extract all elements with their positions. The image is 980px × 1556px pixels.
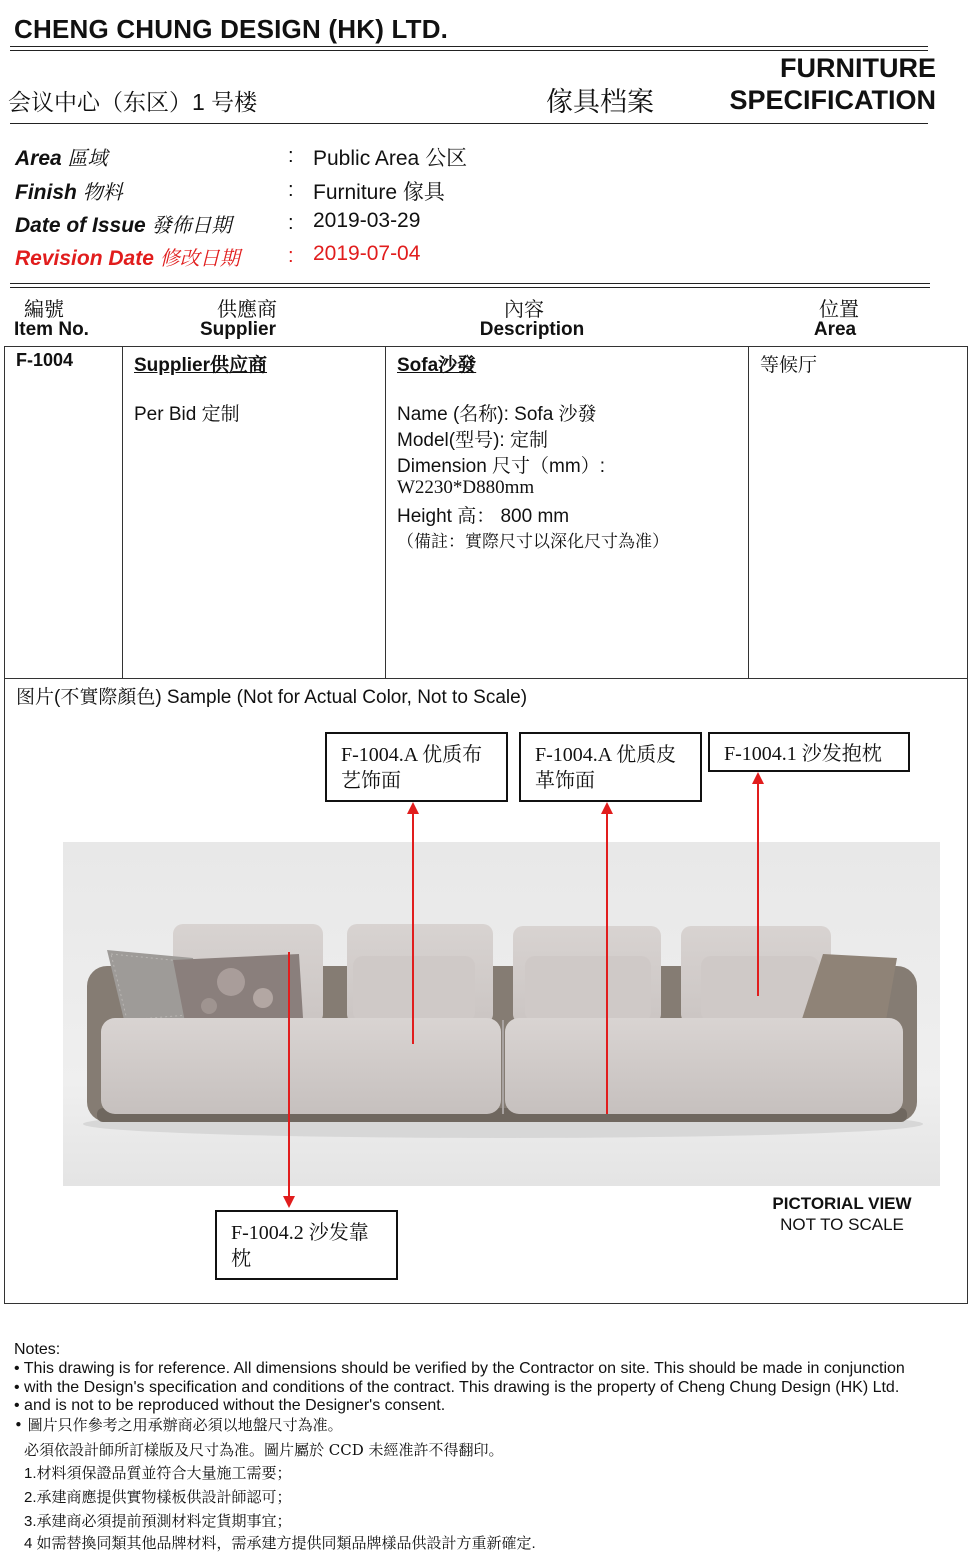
company-name: CHENG CHUNG DESIGN (HK) LTD. — [14, 14, 449, 44]
callout-line: F-1004.2 沙发靠 — [231, 1222, 369, 1244]
note-bullet: • 圖片只作參考之用承辦商必須以地盤尺寸為准。 — [14, 1416, 343, 1434]
description-heading: Sofa沙發 — [397, 355, 477, 376]
col-divider — [385, 346, 386, 678]
meta-colon: : — [288, 179, 294, 201]
description-remark: （備註：實際尺寸以深化尺寸為准） — [397, 532, 669, 551]
description-dimension-value: W2230*D880mm — [397, 477, 535, 498]
callout-line: F-1004.A 优质布 — [341, 744, 483, 766]
col-description-en: Description — [479, 319, 585, 340]
col-area-en: Area — [813, 319, 857, 340]
meta-area-value: Public Area 公区 — [313, 147, 468, 170]
col-supplier-cn: 供應商 — [217, 299, 277, 321]
supplier-value: Per Bid 定制 — [134, 404, 240, 425]
row-divider — [4, 678, 968, 679]
note-bullet: • and is not to be reproduced without the Designer's consent. — [14, 1397, 446, 1414]
pictorial-view-label: PICTORIAL VIEW — [772, 1194, 912, 1213]
meta-issue-label: Date of Issue 發佈日期 — [15, 213, 232, 237]
col-divider — [748, 346, 749, 678]
callout-line: 枕 — [231, 1248, 251, 1270]
callout-fabric-finish — [325, 732, 508, 802]
meta-issue-value: 2019-03-29 — [313, 209, 421, 232]
meta-colon: : — [288, 145, 294, 167]
not-to-scale-label: NOT TO SCALE — [780, 1215, 904, 1234]
spec-title — [729, 52, 936, 116]
col-divider — [122, 346, 123, 678]
note-bullet: • with the Design's specification and conditions of the contract. This drawing is the property of Cheng Chung Design (HK) Ltd. — [14, 1379, 900, 1396]
note-bullet: • This drawing is for reference. All dimensions should be verified by the Contractor on site. This should be made in conjunction — [14, 1360, 905, 1377]
meta-area-label: Area 區域 — [15, 146, 108, 170]
supplier-heading: Supplier供应商 — [134, 355, 268, 376]
col-description-cn: 內容 — [504, 299, 544, 321]
col-supplier-en: Supplier — [199, 319, 276, 340]
note-line: 4 如需替換同類其他品牌材料，需承建方提供同類品牌樣品供設計方重新確定. — [24, 1535, 536, 1552]
description-dimension: Dimension 尺寸（mm）: — [397, 456, 605, 477]
callout-line: 艺饰面 — [341, 770, 401, 792]
callout-leather-finish — [519, 732, 702, 802]
description-name: Name (名称): Sofa 沙發 — [397, 404, 597, 425]
meta-revision-label: Revision Date 修改日期 — [15, 246, 240, 270]
callout-line: 革饰面 — [535, 770, 595, 792]
spec-title-line2: SPECIFICATION — [729, 85, 936, 115]
col-item-en: Item No. — [14, 319, 89, 340]
description-height: Height 高： 800 mm — [397, 506, 570, 527]
callout-back-cushion — [215, 1210, 398, 1280]
callout-line: F-1004.A 优质皮 — [535, 744, 677, 766]
meta-revision-value: 2019-07-04 — [313, 242, 421, 265]
description-model: Model(型号): 定制 — [397, 430, 548, 451]
note-line: 2.承建商應提供實物樣板供設計師認可； — [24, 1489, 292, 1506]
header-double-rule — [10, 46, 928, 51]
callout-line: F-1004.1 沙发抱枕 — [724, 743, 882, 765]
meta-finish-value: Furniture 傢具 — [313, 181, 445, 204]
col-area-cn: 位置 — [819, 299, 859, 321]
meta-double-rule — [10, 283, 930, 288]
sofa-image — [63, 842, 940, 1186]
note-line: 1.材料須保證品質並符合大量施工需要； — [24, 1465, 292, 1482]
item-number: F-1004 — [16, 350, 74, 370]
archive-title: 傢具档案 — [546, 87, 654, 117]
note-line: 3.承建商必須提前預測材料定貨期事宜； — [24, 1513, 292, 1530]
image-caption: 图片(不實際顏色) Sample (Not for Actual Color, Not to Scale) — [16, 687, 528, 708]
meta-colon: : — [288, 245, 294, 267]
project-name: 会议中心（东区）1 号楼 — [8, 89, 258, 115]
meta-finish-label: Finish 物料 — [15, 180, 123, 204]
area-value: 等候厅 — [760, 355, 818, 376]
note-line: 必須依設計師所訂樣版及尺寸為准。圖片屬於 CCD 未經准許不得翻印。 — [24, 1441, 504, 1459]
header-rule — [10, 123, 928, 124]
spec-title-line1: FURNITURE — [780, 53, 936, 83]
meta-colon: : — [288, 212, 294, 234]
notes-title: Notes: — [14, 1341, 61, 1358]
callout-throw-pillow — [708, 732, 910, 772]
col-item-cn: 編號 — [24, 299, 64, 321]
